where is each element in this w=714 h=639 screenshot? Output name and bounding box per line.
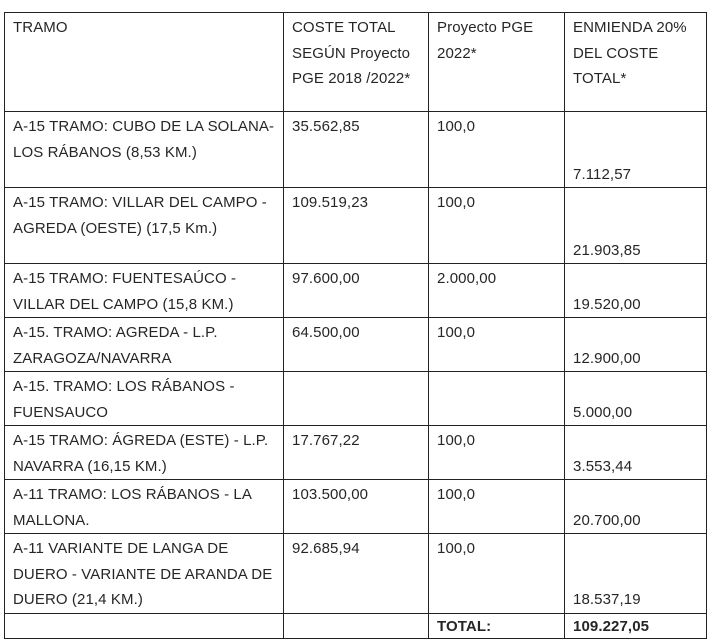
- pge-2022-cell: [429, 372, 565, 426]
- table-row: [5, 264, 707, 318]
- header-tramo: TRAMO: [5, 13, 284, 112]
- header-row: [5, 13, 707, 112]
- table-row: [5, 426, 707, 480]
- coste-total-cell: [284, 372, 429, 426]
- enmienda-cell: 12.900,00: [565, 318, 707, 372]
- enmienda-cell: 7.112,57: [565, 112, 707, 188]
- table-row: [5, 112, 707, 188]
- pge-2022-cell: 100,0: [429, 188, 565, 264]
- tramo-cell: A-11 VARIANTE DE LANGA DE DUERO - VARIANTE DE ARANDA DE DUERO (21,4 KM.): [5, 534, 284, 614]
- enmienda-cell: 20.700,00: [565, 480, 707, 534]
- coste-total-cell: 97.600,00: [284, 264, 429, 318]
- tramo-cell: A-15 TRAMO: CUBO DE LA SOLANA-LOS RÁBANOS (8,53 KM.): [5, 112, 284, 188]
- tramo-cell: A-15 TRAMO: ÁGREDA (ESTE) - L.P. NAVARRA (16,15 KM.): [5, 426, 284, 480]
- pge-2022-cell: 100,0: [429, 426, 565, 480]
- header-coste-total: COSTE TOTAL SEGÚN Proyecto PGE 2018 /2022*: [284, 13, 429, 112]
- total-empty-cell: [5, 613, 284, 638]
- header-pge-2022: Proyecto PGE 2022*: [429, 13, 565, 112]
- enmienda-cell: 19.520,00: [565, 264, 707, 318]
- pge-2022-cell: 100,0: [429, 534, 565, 614]
- table-row: [5, 188, 707, 264]
- table-row: [5, 480, 707, 534]
- coste-total-cell: 64.500,00: [284, 318, 429, 372]
- table-row: [5, 318, 707, 372]
- enmienda-cost-table: [4, 12, 707, 639]
- enmienda-cell: 18.537,19: [565, 534, 707, 614]
- tramo-cell: A-15. TRAMO: LOS RÁBANOS - FUENSAUCO: [5, 372, 284, 426]
- enmienda-cell: 21.903,85: [565, 188, 707, 264]
- enmienda-cell: 3.553,44: [565, 426, 707, 480]
- coste-total-cell: 35.562,85: [284, 112, 429, 188]
- header-enmienda: ENMIENDA 20% DEL COSTE TOTAL*: [565, 13, 707, 112]
- total-value: 109.227,05: [565, 613, 707, 638]
- total-empty-cell: [284, 613, 429, 638]
- enmienda-cell: 5.000,00: [565, 372, 707, 426]
- total-label: TOTAL:: [429, 613, 565, 638]
- pge-2022-cell: 100,0: [429, 112, 565, 188]
- coste-total-cell: 103.500,00: [284, 480, 429, 534]
- tramo-cell: A-15 TRAMO: VILLAR DEL CAMPO - AGREDA (OESTE) (17,5 Km.): [5, 188, 284, 264]
- total-row: [5, 613, 707, 638]
- table-row: [5, 372, 707, 426]
- coste-total-cell: 92.685,94: [284, 534, 429, 614]
- pge-2022-cell: 100,0: [429, 318, 565, 372]
- tramo-cell: A-11 TRAMO: LOS RÁBANOS - LA MALLONA.: [5, 480, 284, 534]
- tramo-cell: A-15. TRAMO: AGREDA - L.P. ZARAGOZA/NAVARRA: [5, 318, 284, 372]
- table-row: [5, 534, 707, 614]
- pge-2022-cell: 2.000,00: [429, 264, 565, 318]
- pge-2022-cell: 100,0: [429, 480, 565, 534]
- coste-total-cell: 109.519,23: [284, 188, 429, 264]
- tramo-cell: A-15 TRAMO: FUENTESAÚCO - VILLAR DEL CAMPO (15,8 KM.): [5, 264, 284, 318]
- coste-total-cell: 17.767,22: [284, 426, 429, 480]
